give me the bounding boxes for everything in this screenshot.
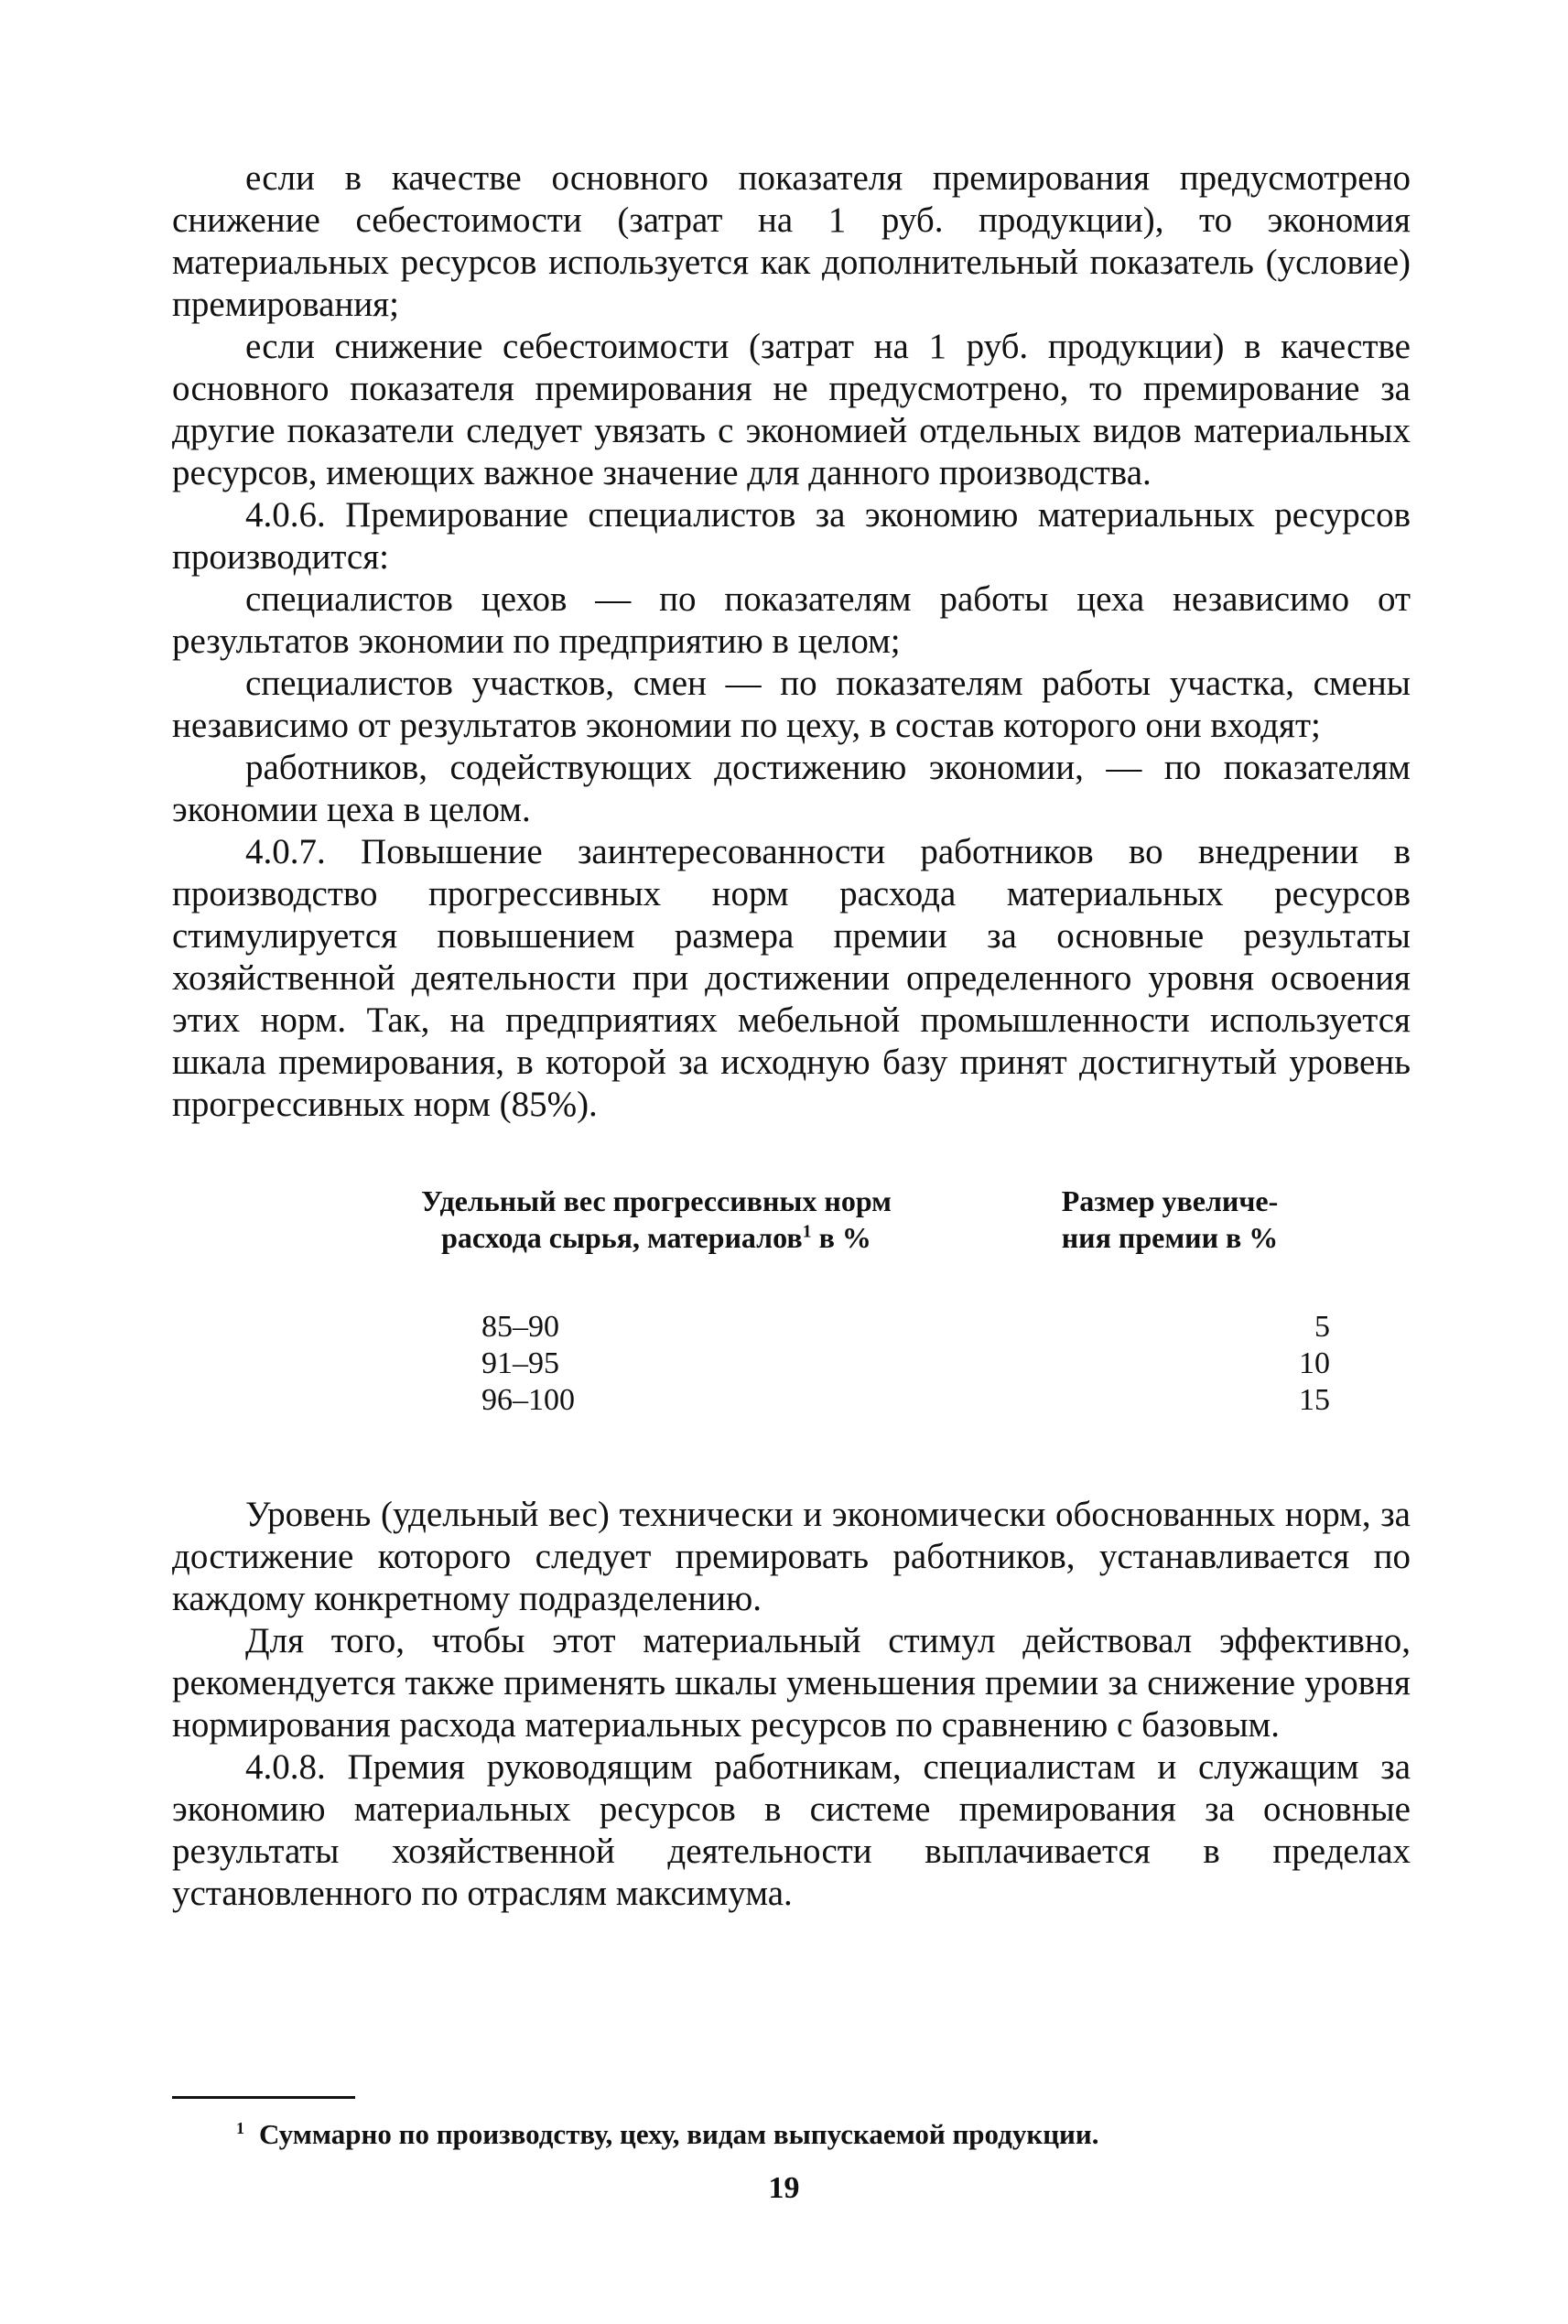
paragraph: Для того, чтобы этот материальный стимул действовал эффективно, рекомендуется также применять шкалы уменьшения премии за снижение уровня нормирования расхода материальных ресурсов по сравнению с базовым.: [172, 1621, 1411, 1745]
column-header-share: [172, 1183, 941, 1256]
paragraph: работников, содействующих достижению экономии, — по показателям экономии цеха в целом.: [172, 748, 1411, 829]
paragraph: Уровень (удельный вес) технически и экономически обоснованных норм, за достижение которого следует премировать работников, устанавливается по каждому конкретному подразделению.: [172, 1495, 1411, 1618]
value-cell: 5: [1314, 1310, 1330, 1344]
footnote-ref: 1: [802, 1221, 812, 1242]
footnote-marker: 1: [236, 2118, 244, 2137]
column-header-bonus: [1010, 1183, 1330, 1256]
bonus-scale-table: [172, 1183, 1411, 1419]
footnote-text: Суммарно по производству, цеху, видам выпускаемой продукции.: [259, 2118, 1099, 2150]
header-text: расхода сырья, материалов: [441, 1221, 803, 1254]
table-row: [172, 1382, 1411, 1419]
range-cell: 91–95: [481, 1346, 559, 1380]
header-line: Удельный вес прогрессивных норм: [421, 1184, 892, 1217]
paragraph: если в качестве основного показателя премирования предусмотрено снижение себестоимости (затрат на 1 руб. продукции), то экономия материальных ресурсов используется как дополнительный показатель (условие) премирования;: [172, 158, 1411, 324]
table-row: [172, 1309, 1411, 1346]
footnote-divider: [172, 2096, 355, 2099]
paragraph: 4.0.8. Премия руководящим работникам, специалистам и служащим за экономию материальных ресурсов в системе премирования за основные результаты хозяйственной деятельности выплачивается в пределах установленного по отраслям максимума.: [172, 1747, 1411, 1913]
footnote: [236, 2116, 1099, 2153]
paragraph: если снижение себестоимости (затрат на 1 руб. продукции) в качестве основного показателя премирования не предусмотрено, то премирование за другие показатели следует увязать с экономией отдельных видов материальных ресурсов, имеющих важное значение для данного производства.: [172, 327, 1411, 492]
header-line: Размер увеличе-: [1061, 1184, 1279, 1217]
paragraph: 4.0.6. Премирование специалистов за экономию материальных ресурсов производится:: [172, 495, 1411, 577]
table-header: [172, 1183, 1411, 1256]
value-cell: 15: [1299, 1383, 1330, 1417]
table-row: [172, 1346, 1411, 1382]
table-body: [172, 1309, 1411, 1419]
header-text: в %: [811, 1221, 871, 1254]
paragraph: специалистов участков, смен — по показателям работы участка, смены независимо от результатов экономии по цеху, в состав которого они входят;: [172, 664, 1411, 745]
page-number: 19: [768, 2171, 800, 2205]
body-text-top: [172, 157, 1411, 1126]
paragraph: 4.0.7. Повышение заинтересованности работников во внедрении в производство прогрессивных норм расхода материальных ресурсов стимулируется повышением размера премии за основные результаты хозяйственной деятельности при достижении определенного уровня освоения этих норм. Так, на предприятиях мебельной промышленности используется шкала премирования, в которой за исходную базу принят достигнутый уровень прогрессивных норм (85%).: [172, 832, 1411, 1124]
range-cell: 96–100: [481, 1383, 575, 1417]
header-line: [372, 1219, 941, 1256]
header-line: ния премии в %: [1061, 1221, 1279, 1254]
range-cell: 85–90: [481, 1310, 559, 1344]
paragraph: специалистов цехов — по показателям работы цеха независимо от результатов экономии по предприятию в целом;: [172, 579, 1411, 661]
value-cell: 10: [1299, 1346, 1330, 1380]
body-text-bottom: [172, 1494, 1411, 1915]
